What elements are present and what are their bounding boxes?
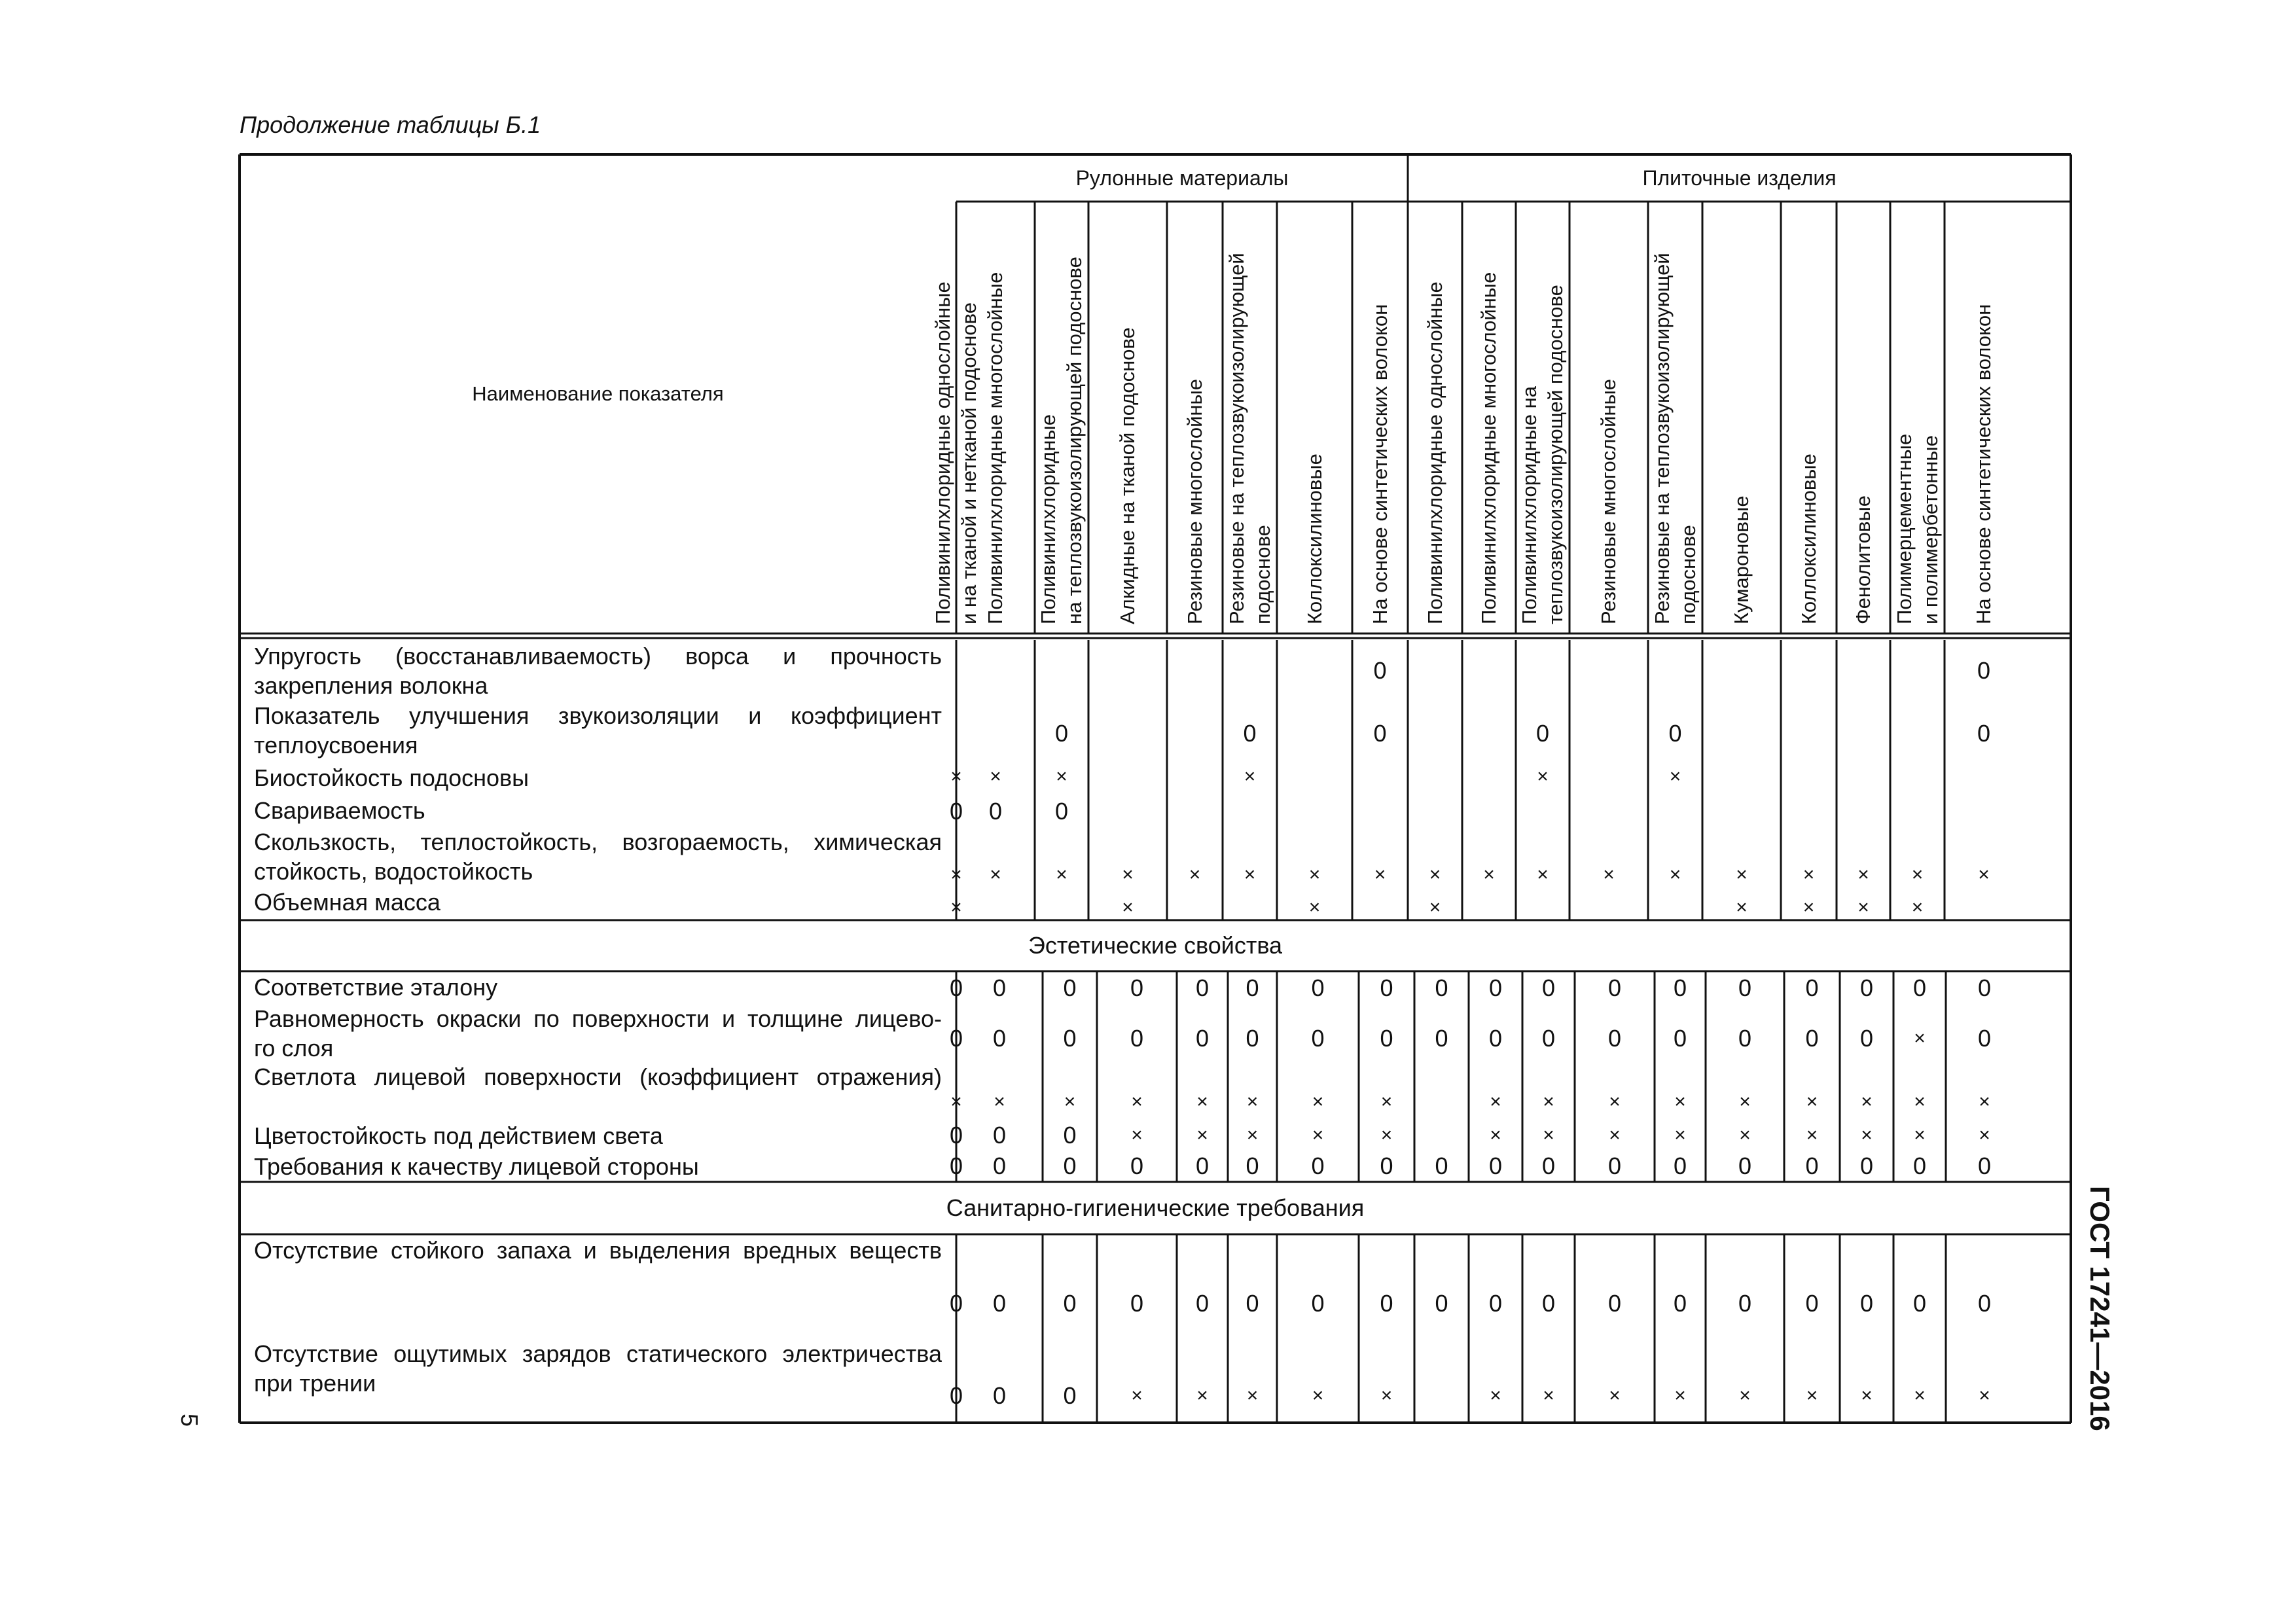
column-header-label: Поливинилхлоридные многослойные	[1477, 272, 1500, 624]
zero-mark: 0	[949, 798, 963, 825]
column-header-label: Алкидные на тканой подоснове	[1116, 327, 1139, 624]
zero-mark: 0	[1130, 1025, 1144, 1052]
cross-mark: ×	[950, 766, 962, 787]
zero-mark: 0	[1130, 1152, 1144, 1179]
cross-mark: ×	[1122, 864, 1134, 885]
row-label	[254, 1004, 942, 1063]
zero-mark: 0	[1380, 1025, 1393, 1052]
cross-mark: ×	[1736, 897, 1748, 918]
zero-mark: 0	[949, 1025, 963, 1052]
cross-mark: ×	[1669, 766, 1681, 787]
zero-mark: 0	[1535, 720, 1550, 747]
zero-mark: 0	[1380, 974, 1393, 1001]
cross-mark: ×	[1914, 1385, 1926, 1406]
zero-mark: 0	[1912, 1152, 1927, 1179]
cross-mark: ×	[1803, 897, 1815, 918]
zero-mark: 0	[1246, 974, 1259, 1001]
zero-mark: 0	[1311, 1290, 1325, 1317]
cross-mark: ×	[1196, 1385, 1208, 1406]
zero-mark: 0	[1673, 1152, 1687, 1179]
cross-mark: ×	[1246, 1091, 1259, 1113]
cross-mark: ×	[1911, 864, 1924, 885]
cross-mark: ×	[1429, 897, 1441, 918]
zero-mark: 0	[1805, 974, 1819, 1001]
zero-mark: 0	[1195, 974, 1210, 1001]
cross-mark: ×	[1429, 864, 1441, 885]
zero-mark: 0	[1738, 1290, 1752, 1317]
zero-mark: 0	[949, 1152, 963, 1179]
zero-mark: 0	[1541, 1152, 1556, 1179]
cross-mark: ×	[1609, 1091, 1621, 1113]
cross-mark: ×	[1196, 1124, 1208, 1146]
zero-mark: 0	[992, 1290, 1007, 1317]
zero-mark: 0	[1738, 974, 1752, 1001]
zero-mark: 0	[1805, 1290, 1819, 1317]
cross-mark: ×	[994, 1091, 1005, 1113]
zero-mark: 0	[1063, 974, 1077, 1001]
zero-mark: 0	[1488, 1152, 1503, 1179]
zero-mark: 0	[988, 798, 1003, 825]
zero-mark: 0	[992, 974, 1007, 1001]
cross-mark: ×	[1979, 1091, 1990, 1113]
row-label	[254, 1152, 942, 1181]
zero-mark: 0	[1607, 1290, 1622, 1317]
column-header-label: Коллоксилиновые	[1302, 454, 1326, 624]
zero-mark: 0	[1243, 720, 1257, 747]
zero-mark: 0	[1063, 1290, 1077, 1317]
zero-mark: 0	[1246, 1290, 1259, 1317]
column-header-label: Полимерцементные	[1892, 433, 1916, 624]
zero-mark: 0	[1541, 1025, 1556, 1052]
zero-mark: 0	[1859, 1025, 1874, 1052]
cross-mark: ×	[1131, 1124, 1143, 1146]
zero-mark: 0	[1195, 1025, 1210, 1052]
zero-mark: 0	[1311, 1025, 1325, 1052]
zero-mark: 0	[1977, 1152, 1992, 1179]
row-label-line: Равномерность окраски по поверхности и толщине лицево-	[254, 1005, 942, 1032]
zero-mark: 0	[1063, 1152, 1077, 1179]
column-header-label: и полимербетонные	[1918, 435, 1942, 624]
cross-mark: ×	[1674, 1124, 1686, 1146]
cross-mark: ×	[1736, 864, 1748, 885]
zero-mark: 0	[992, 1152, 1007, 1179]
cross-mark: ×	[1131, 1385, 1143, 1406]
zero-mark: 0	[1373, 720, 1387, 747]
zero-mark: 0	[1195, 1152, 1210, 1179]
zero-mark: 0	[992, 1025, 1007, 1052]
zero-mark: 0	[1373, 657, 1387, 684]
zero-mark: 0	[1859, 1290, 1874, 1317]
column-group-header: Рулонные материалы	[1075, 166, 1289, 190]
cross-mark: ×	[1914, 1124, 1926, 1146]
zero-mark: 0	[1063, 1025, 1077, 1052]
cross-mark: ×	[1056, 864, 1067, 885]
cross-mark: ×	[1806, 1385, 1818, 1406]
column-header-label: на теплозвукоизолирующей подоснове	[1063, 257, 1086, 624]
zero-mark: 0	[1541, 1290, 1556, 1317]
zero-mark: 0	[992, 1382, 1007, 1409]
row-label-line: Цветостойкость под действием света	[254, 1122, 663, 1149]
column-header-label: Коллоксилиновые	[1797, 454, 1820, 624]
cross-mark: ×	[1669, 864, 1681, 885]
row-label	[254, 1062, 942, 1121]
cross-mark: ×	[1244, 864, 1256, 885]
column-header-label: Резиновые многослойные	[1183, 378, 1206, 624]
zero-mark: 0	[1435, 1152, 1448, 1179]
column-header-label: и на тканой и нетканой подоснове	[958, 302, 980, 624]
cross-mark: ×	[1803, 864, 1815, 885]
cross-mark: ×	[1056, 766, 1067, 787]
zero-mark: 0	[1380, 1290, 1393, 1317]
cross-mark: ×	[1312, 1124, 1324, 1146]
cross-mark: ×	[1861, 1385, 1873, 1406]
cross-mark: ×	[1131, 1091, 1143, 1113]
zero-mark: 0	[1063, 1382, 1077, 1409]
cross-mark: ×	[1979, 1124, 1990, 1146]
zero-mark: 0	[1859, 1152, 1874, 1179]
cross-mark: ×	[1244, 766, 1256, 787]
row-label-line: Биостойкость подосновы	[254, 764, 529, 791]
cross-mark: ×	[1861, 1124, 1873, 1146]
zero-mark: 0	[1488, 1025, 1503, 1052]
row-label-line: закрепления волокна	[254, 672, 488, 699]
row-label-line: Отсутствие ощутимых зарядов статического электричества	[254, 1340, 942, 1367]
row-label	[254, 641, 942, 700]
zero-mark: 0	[1054, 798, 1069, 825]
zero-mark: 0	[1054, 720, 1069, 747]
cross-mark: ×	[950, 864, 962, 885]
cross-mark: ×	[1739, 1124, 1751, 1146]
zero-mark: 0	[949, 1382, 963, 1409]
column-header-label: Резиновые на теплозвукоизолирующей	[1225, 253, 1248, 624]
cross-mark: ×	[950, 897, 962, 918]
zero-mark: 0	[1673, 1025, 1687, 1052]
row-label-line: Объемная масса	[254, 889, 440, 916]
row-label	[254, 1339, 942, 1398]
column-header-label: Резиновые на теплозвукоизолирующей	[1650, 253, 1674, 624]
zero-mark: 0	[1607, 1025, 1622, 1052]
zero-mark: 0	[1977, 720, 1991, 747]
row-label	[254, 972, 942, 1002]
cross-mark: ×	[1380, 1385, 1393, 1406]
cross-mark: ×	[1312, 1091, 1324, 1113]
zero-mark: 0	[1311, 974, 1325, 1001]
cross-mark: ×	[1064, 1091, 1076, 1113]
cross-mark: ×	[1543, 1124, 1554, 1146]
cross-mark: ×	[1543, 1385, 1554, 1406]
row-label	[254, 701, 942, 760]
zero-mark: 0	[1738, 1025, 1752, 1052]
cross-mark: ×	[1806, 1124, 1818, 1146]
zero-mark: 0	[1859, 974, 1874, 1001]
cross-mark: ×	[1380, 1091, 1393, 1113]
zero-mark: 0	[1805, 1152, 1819, 1179]
cross-mark: ×	[990, 766, 1001, 787]
row-label-line: Требования к качеству лицевой стороны	[254, 1153, 699, 1180]
zero-mark: 0	[1380, 1152, 1393, 1179]
zero-mark: 0	[1738, 1152, 1752, 1179]
zero-mark: 0	[1435, 974, 1448, 1001]
cross-mark: ×	[1374, 864, 1386, 885]
row-label-line	[254, 1092, 942, 1121]
row-label-line: Свариваемость	[254, 797, 425, 824]
row-label-line: го слоя	[254, 1035, 334, 1061]
cross-mark: ×	[1246, 1385, 1259, 1406]
cross-mark: ×	[1806, 1091, 1818, 1113]
zero-mark: 0	[1435, 1290, 1448, 1317]
zero-mark: 0	[1977, 1025, 1992, 1052]
cross-mark: ×	[1857, 897, 1869, 918]
column-header-label: Поливинилхлоридные однослойные	[1423, 281, 1446, 624]
cross-mark: ×	[1911, 897, 1924, 918]
zero-mark: 0	[1488, 974, 1503, 1001]
zero-mark: 0	[1912, 974, 1927, 1001]
column-header-label: Поливинилхлоридные многослойные	[984, 272, 1007, 624]
column-header-label: Поливинилхлоридные на	[1518, 386, 1541, 624]
row-label	[254, 827, 942, 886]
zero-mark: 0	[949, 974, 963, 1001]
cross-mark: ×	[1380, 1124, 1393, 1146]
zero-mark: 0	[1977, 1290, 1992, 1317]
cross-mark: ×	[1196, 1091, 1208, 1113]
cross-mark: ×	[1603, 864, 1615, 885]
zero-mark: 0	[1130, 974, 1144, 1001]
cross-mark: ×	[1857, 864, 1869, 885]
cross-mark: ×	[1914, 1091, 1926, 1113]
cross-mark: ×	[1122, 897, 1134, 918]
cross-mark: ×	[1979, 1385, 1990, 1406]
zero-mark: 0	[1488, 1290, 1503, 1317]
zero-mark: 0	[1130, 1290, 1144, 1317]
section-header: Эстетические свойства	[1028, 932, 1283, 959]
column-header-label: Резиновые многослойные	[1597, 378, 1620, 624]
cross-mark: ×	[1189, 864, 1201, 885]
row-label-line: Упругость (восстанавливаемость) ворса и прочность	[254, 643, 942, 669]
row-label-line: Светлота лицевой поверхности (коэффициент отражения)	[254, 1063, 942, 1090]
cross-mark: ×	[1739, 1385, 1751, 1406]
cross-mark: ×	[1543, 1091, 1554, 1113]
row-label-line: Скользкость, теплостойкость, возгораемость, химическая	[254, 829, 942, 855]
standard-title: ГОСТ 17241—2016	[2085, 1186, 2115, 1431]
page-number: 5	[176, 1414, 203, 1427]
cross-mark: ×	[1490, 1091, 1501, 1113]
cross-mark: ×	[1312, 1385, 1324, 1406]
row-label	[254, 763, 942, 793]
row-label	[254, 1236, 942, 1294]
zero-mark: 0	[1246, 1152, 1259, 1179]
section-header: Санитарно-гигиенические требования	[946, 1194, 1365, 1221]
row-label	[254, 1121, 942, 1150]
column-header-label: На основе синтетических волокон	[1368, 304, 1391, 624]
cross-mark: ×	[1537, 864, 1549, 885]
header-label: Наименование показателя	[472, 382, 724, 405]
zero-mark: 0	[1668, 720, 1682, 747]
zero-mark: 0	[1311, 1152, 1325, 1179]
zero-mark: 0	[1607, 1152, 1622, 1179]
row-label-line: Отсутствие стойкого запаха и выделения вредных веществ	[254, 1237, 942, 1264]
row-label-line: Показатель улучшения звукоизоляции и коэффициент	[254, 702, 942, 729]
cross-mark: ×	[1674, 1385, 1686, 1406]
row-label	[254, 887, 942, 917]
row-label-line: теплоусвоения	[254, 732, 418, 758]
cross-mark: ×	[1308, 897, 1321, 918]
row-label-line: Соответствие эталону	[254, 974, 498, 1001]
column-group-header: Плиточные изделия	[1642, 166, 1837, 190]
cross-mark: ×	[1246, 1124, 1259, 1146]
zero-mark: 0	[1805, 1025, 1819, 1052]
column-header-label: Поливинилхлоридные однослойные	[931, 281, 954, 624]
cross-mark: ×	[1739, 1091, 1751, 1113]
zero-mark: 0	[1435, 1025, 1448, 1052]
row-label-line: стойкость, водостойкость	[254, 858, 533, 885]
zero-mark: 0	[1673, 1290, 1687, 1317]
table-caption: Продолжение таблицы Б.1	[240, 111, 541, 138]
cross-mark: ×	[990, 864, 1001, 885]
column-header-label: Поливинилхлоридные	[1037, 414, 1060, 624]
cross-mark: ×	[1978, 864, 1990, 885]
row-label	[254, 796, 942, 825]
column-header-label: На основе синтетических волокон	[1972, 304, 1995, 624]
zero-mark: 0	[949, 1290, 963, 1317]
cross-mark: ×	[1308, 864, 1321, 885]
column-header-label: Кумароновые	[1730, 495, 1753, 624]
zero-mark: 0	[1246, 1025, 1259, 1052]
zero-mark: 0	[1673, 974, 1687, 1001]
column-header-label: теплозвукоизолирующей подоснове	[1544, 285, 1567, 624]
cross-mark: ×	[1861, 1091, 1873, 1113]
cross-mark: ×	[950, 1091, 962, 1113]
cross-mark: ×	[1609, 1124, 1621, 1146]
zero-mark: 0	[1912, 1290, 1927, 1317]
cross-mark: ×	[1609, 1385, 1621, 1406]
properties-table	[240, 154, 2071, 1423]
cross-mark: ×	[1490, 1385, 1501, 1406]
zero-mark: 0	[1063, 1122, 1077, 1149]
zero-mark: 0	[1977, 657, 1991, 684]
row-label-line	[254, 1265, 942, 1294]
row-label-line: при трении	[254, 1370, 376, 1397]
column-header-label: Фенолитовые	[1852, 495, 1874, 624]
column-header-label: подоснове	[1251, 525, 1274, 624]
zero-mark: 0	[1541, 974, 1556, 1001]
zero-mark: 0	[1607, 974, 1622, 1001]
zero-mark: 0	[949, 1122, 963, 1149]
cross-mark: ×	[1483, 864, 1495, 885]
cross-mark: ×	[1537, 766, 1549, 787]
zero-mark: 0	[1977, 974, 1992, 1001]
cross-mark: ×	[1490, 1124, 1501, 1146]
cross-mark: ×	[1914, 1027, 1926, 1049]
zero-mark: 0	[992, 1122, 1007, 1149]
zero-mark: 0	[1195, 1290, 1210, 1317]
cross-mark: ×	[1674, 1091, 1686, 1113]
column-header-label: подоснове	[1676, 525, 1700, 624]
